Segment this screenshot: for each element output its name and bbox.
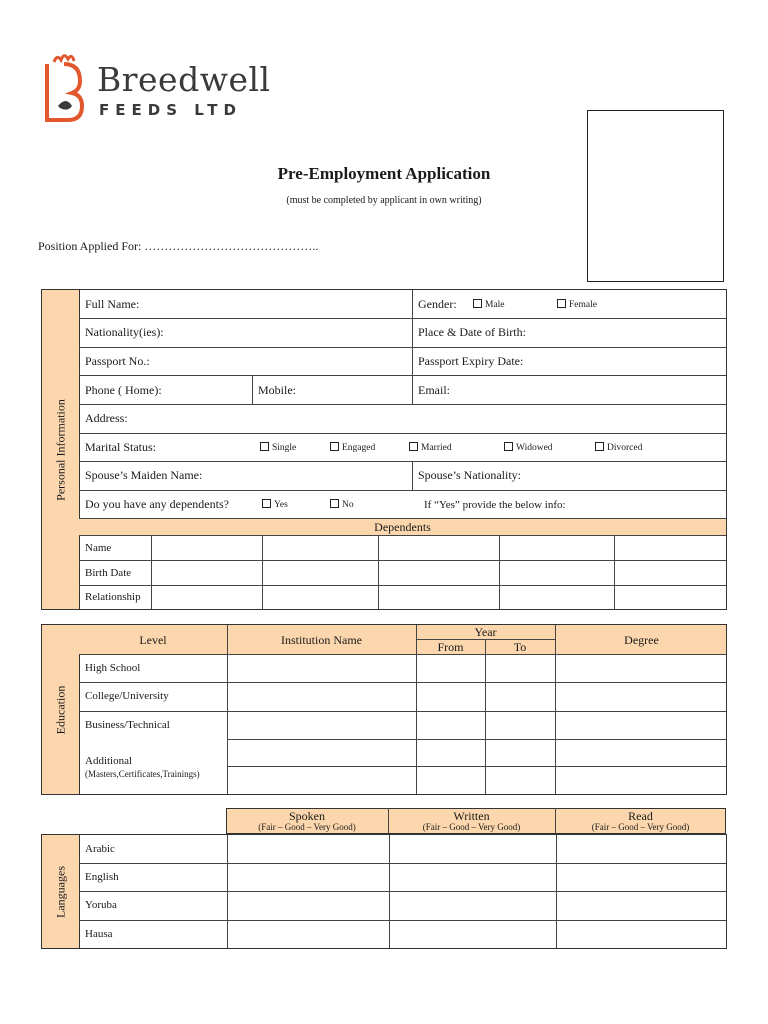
edu-row-college: College/University (85, 690, 169, 702)
education-side-bar (42, 625, 80, 794)
edu-row-additional: Additional (85, 755, 133, 767)
lang-row-hausa: Hausa (85, 928, 113, 940)
checkbox-icon[interactable] (473, 299, 482, 308)
brand-subtitle: FEEDS LTD (99, 101, 242, 119)
checkbox-icon[interactable] (409, 442, 418, 451)
position-applied-field[interactable]: Position Applied For: …………………………………….. (38, 239, 319, 253)
lang-header-written-note: (Fair – Good – Very Good) (422, 822, 521, 832)
place-date-birth-field[interactable]: Place & Date of Birth: (418, 325, 526, 339)
full-name-field[interactable]: Full Name: (85, 297, 140, 311)
marital-married-option[interactable]: Married (409, 442, 452, 453)
dependents-yes-option[interactable]: Yes (262, 499, 288, 510)
email-field[interactable]: Email: (418, 383, 450, 397)
lang-header-spoken-note: (Fair – Good – Very Good) (258, 822, 356, 832)
education-side-label: Education (53, 685, 67, 734)
edu-header-institution: Institution Name (281, 633, 362, 647)
marital-divorced-option[interactable]: Divorced (595, 442, 642, 453)
passport-expiry-field[interactable]: Passport Expiry Date: (418, 354, 524, 368)
dependents-header: Dependents (374, 520, 431, 534)
phone-home-field[interactable]: Phone ( Home): (85, 383, 162, 397)
edu-row-additional-note: (Masters,Certificates,Trainings) (85, 769, 200, 779)
checkbox-icon[interactable] (260, 442, 269, 451)
dependents-question: Do you have any dependents? (85, 497, 229, 511)
marital-single-option[interactable]: Single (260, 442, 296, 453)
lang-header-written: Written (453, 809, 490, 823)
checkbox-icon[interactable] (557, 299, 566, 308)
edu-header-from: From (437, 640, 464, 654)
brand-name: Breedwell (97, 60, 271, 99)
gender-male-option[interactable]: Male (473, 299, 505, 310)
checkbox-icon[interactable] (330, 499, 339, 508)
page-title: Pre-Employment Application (277, 164, 491, 183)
edu-row-high-school: High School (85, 662, 141, 674)
languages-side-bar (42, 835, 80, 948)
edu-header-degree: Degree (624, 633, 659, 647)
gender-female-option[interactable]: Female (557, 299, 597, 310)
mobile-field[interactable]: Mobile: (258, 383, 296, 397)
passport-no-field[interactable]: Passport No.: (85, 354, 150, 368)
spouse-nationality-field[interactable]: Spouse’s Nationality: (418, 468, 521, 482)
checkbox-icon[interactable] (504, 442, 513, 451)
lang-row-yoruba: Yoruba (85, 899, 117, 911)
languages-section (41, 834, 727, 949)
marital-engaged-option[interactable]: Engaged (330, 442, 375, 453)
edu-header-level: Level (139, 633, 167, 647)
nationality-field[interactable]: Nationality(ies): (85, 325, 164, 339)
personal-side-bar (42, 290, 80, 609)
languages-side-label: Languages (53, 865, 67, 918)
edu-header-to: To (513, 640, 527, 654)
lang-header-read: Read (628, 809, 653, 823)
personal-information-section (41, 289, 727, 610)
edu-header-year: Year (474, 625, 497, 639)
lang-header-spoken: Spoken (289, 809, 325, 823)
lang-row-arabic: Arabic (85, 843, 115, 855)
page-subtitle: (must be completed by applicant in own writing) (286, 195, 482, 206)
gender-label: Gender: (418, 297, 457, 311)
lang-row-english: English (85, 871, 119, 883)
dependent-row-birth-date: Birth Date (85, 567, 132, 579)
personal-side-label: Personal Information (53, 398, 67, 501)
dependents-no-option[interactable]: No (330, 499, 354, 510)
if-yes-note: If “Yes” provide the below info: (424, 499, 566, 511)
education-section (41, 624, 727, 795)
checkbox-icon[interactable] (595, 442, 604, 451)
address-field[interactable]: Address: (85, 411, 128, 425)
lang-header-read-note: (Fair – Good – Very Good) (591, 822, 690, 832)
marital-widowed-option[interactable]: Widowed (504, 442, 553, 453)
spouse-maiden-name-field[interactable]: Spouse’s Maiden Name: (85, 468, 203, 482)
marital-status-label: Marital Status: (85, 440, 156, 454)
edu-row-business: Business/Technical (85, 719, 170, 731)
dependent-row-relationship: Relationship (85, 591, 141, 603)
dependent-row-name: Name (85, 542, 112, 554)
checkbox-icon[interactable] (330, 442, 339, 451)
checkbox-icon[interactable] (262, 499, 271, 508)
